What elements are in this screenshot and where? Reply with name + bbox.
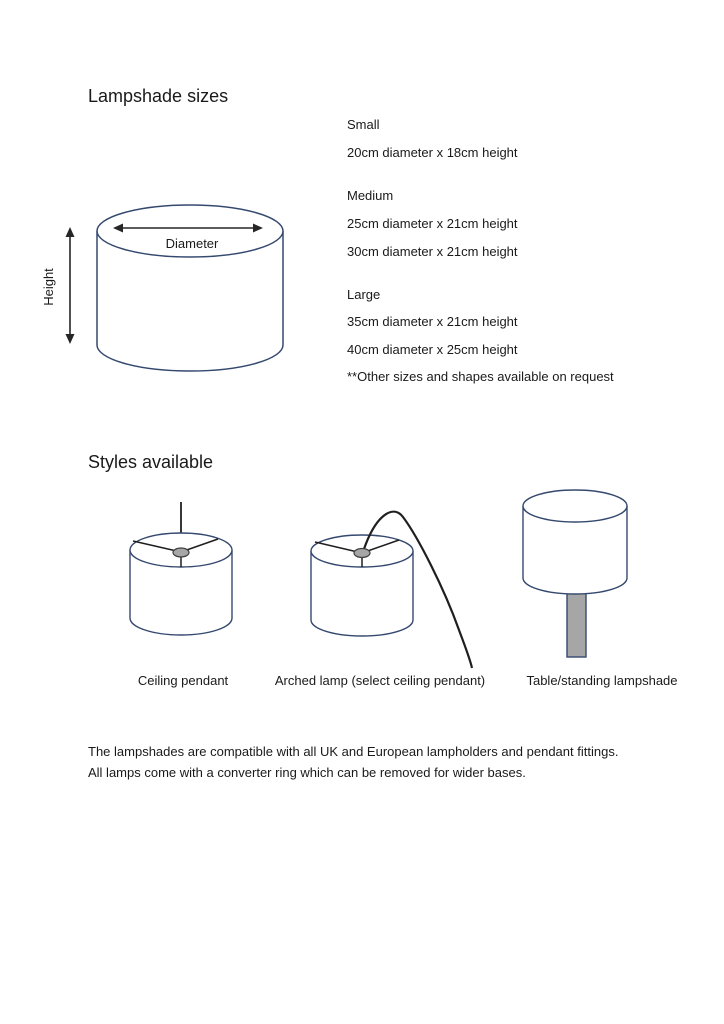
ceiling-pendant-diagram [130, 502, 232, 635]
size-group-small-label: Small [347, 117, 380, 132]
caption-table-lampshade: Table/standing lampshade [526, 673, 678, 688]
pendant-fitting [173, 548, 189, 557]
size-group-large-label: Large [347, 287, 381, 302]
height-label: Height [41, 268, 56, 306]
size-medium-dimensions-2: 30cm diameter x 21cm height [347, 244, 518, 259]
height-arrow [66, 227, 75, 344]
diameter-label: Diameter [165, 236, 219, 251]
other-sizes-note: **Other sizes and shapes available on request [347, 369, 614, 384]
size-large-dimensions-2: 40cm diameter x 25cm height [347, 342, 518, 357]
caption-arched-lamp: Arched lamp (select ceiling pendant) [274, 673, 486, 688]
size-large-dimensions-1: 35cm diameter x 21cm height [347, 314, 518, 329]
footer-converter-line: All lamps come with a converter ring which can be removed for wider bases. [88, 765, 526, 780]
page-title: Lampshade sizes [88, 86, 229, 106]
table-lamp-diagram [523, 490, 627, 657]
arched-lamp-diagram [311, 512, 472, 668]
caption-ceiling-pendant: Ceiling pendant [137, 673, 229, 688]
size-small-dimensions: 20cm diameter x 18cm height [347, 145, 518, 160]
size-group-medium-label: Medium [347, 188, 394, 203]
arched-fitting [354, 549, 370, 558]
footer-compatibility-line: The lampshades are compatible with all UK and European lampholders and pendant fittings. [88, 744, 619, 759]
styles-heading: Styles available [88, 452, 214, 472]
size-medium-dimensions-1: 25cm diameter x 21cm height [347, 216, 518, 231]
